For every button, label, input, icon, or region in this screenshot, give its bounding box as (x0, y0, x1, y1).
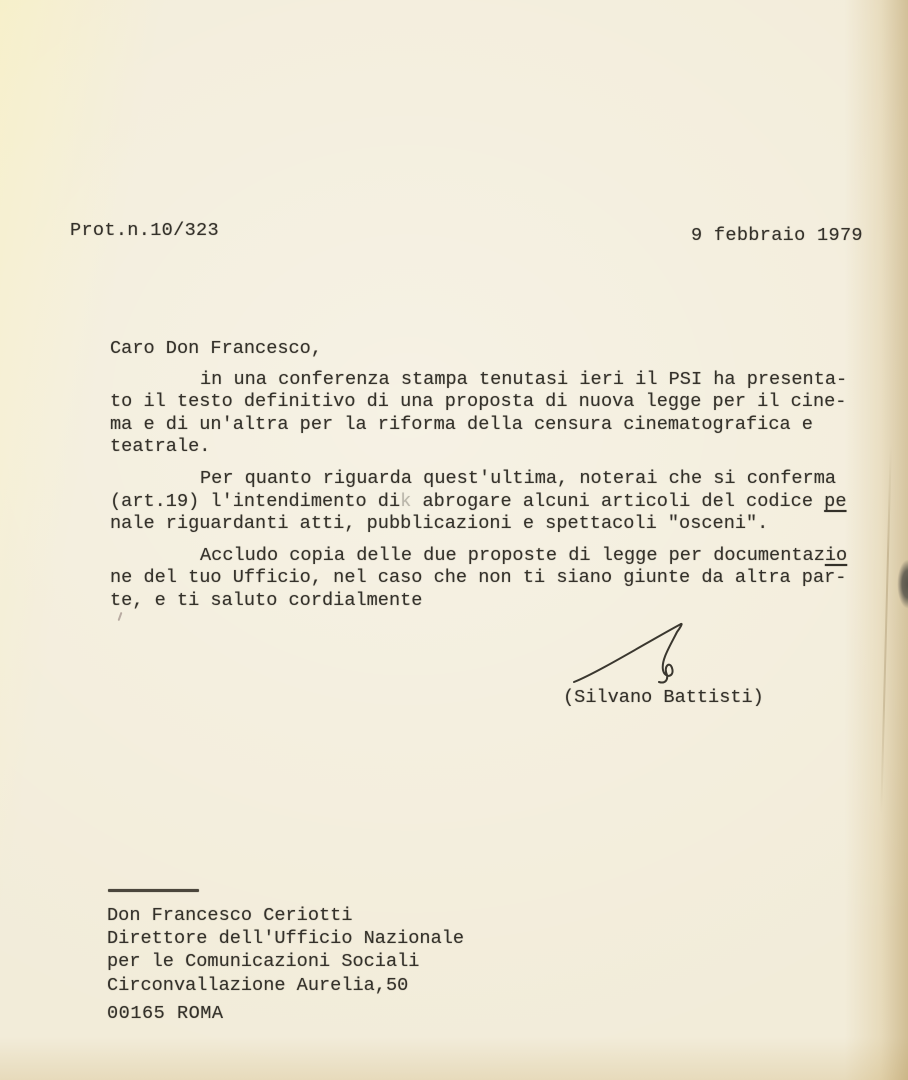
text-segment: Per quanto riguarda quest'ultima, noterai che si conferma (200, 468, 837, 490)
paper-crease (880, 445, 892, 815)
signature-block (563, 619, 764, 709)
paragraph (110, 545, 847, 612)
paper-edge-shadow (893, 558, 908, 620)
recipient-line: Circonvallazione Aurelia,50 (107, 974, 409, 996)
body-line (110, 391, 847, 413)
text-segment: (art.19) l'intendimento di (110, 490, 401, 512)
letter-date: 9 febbraio 1979 (691, 225, 863, 246)
text-segment: ne del tuo Ufficio, nel caso che non ti siano giunte da altra par- (110, 567, 847, 589)
recipient-line: per le Comunicazioni Sociali (107, 951, 420, 973)
text-segment: to il testo definitivo di una proposta di nuova legge per il cine- (110, 391, 847, 413)
text-segment: te, e ti saluto cordialmente (110, 589, 423, 611)
signature-name: (Silvano Battisti) (563, 687, 764, 708)
handwritten-signature-icon (571, 619, 693, 687)
body-line (110, 414, 847, 436)
postal-code-city: 00165 ROMA (107, 1003, 224, 1024)
body-line (200, 468, 847, 490)
recipient-line: Don Francesco Ceriotti (107, 905, 353, 926)
protocol-number: Prot.n.10/323 (70, 220, 219, 241)
salutation: Caro Don Francesco, (110, 338, 323, 359)
body-line (110, 436, 847, 458)
text-segment: abrogare alcuni articoli del codice (411, 490, 825, 512)
body-line (110, 567, 847, 589)
text-segment-underline: io (824, 544, 848, 566)
recipient-line: Direttore dell'Ufficio Nazionale (107, 928, 465, 950)
body-line (110, 513, 847, 535)
paragraph (110, 468, 847, 535)
body-line (200, 545, 847, 567)
text-segment: nale riguardanti atti, pubblicazioni e spettacoli "osceni". (110, 512, 769, 534)
body-line (110, 491, 847, 513)
text-segment: teatrale. (110, 436, 211, 458)
recipient-address (107, 904, 464, 997)
body-line (200, 369, 847, 391)
text-segment: ma e di un'altra per la riforma della censura cinematografica e (110, 413, 813, 435)
text-segment: Accludo copia delle due proposte di legge per documentaz (200, 544, 825, 566)
paragraph (110, 369, 847, 459)
text-segment-faint: k (400, 490, 412, 512)
text-segment-underline: pe (824, 490, 847, 512)
body-line (110, 590, 847, 612)
footer-separator-line (108, 889, 199, 892)
text-segment: in una conferenza stampa tenutasi ieri il PSI ha presenta- (200, 369, 848, 390)
letter-body (110, 369, 847, 622)
